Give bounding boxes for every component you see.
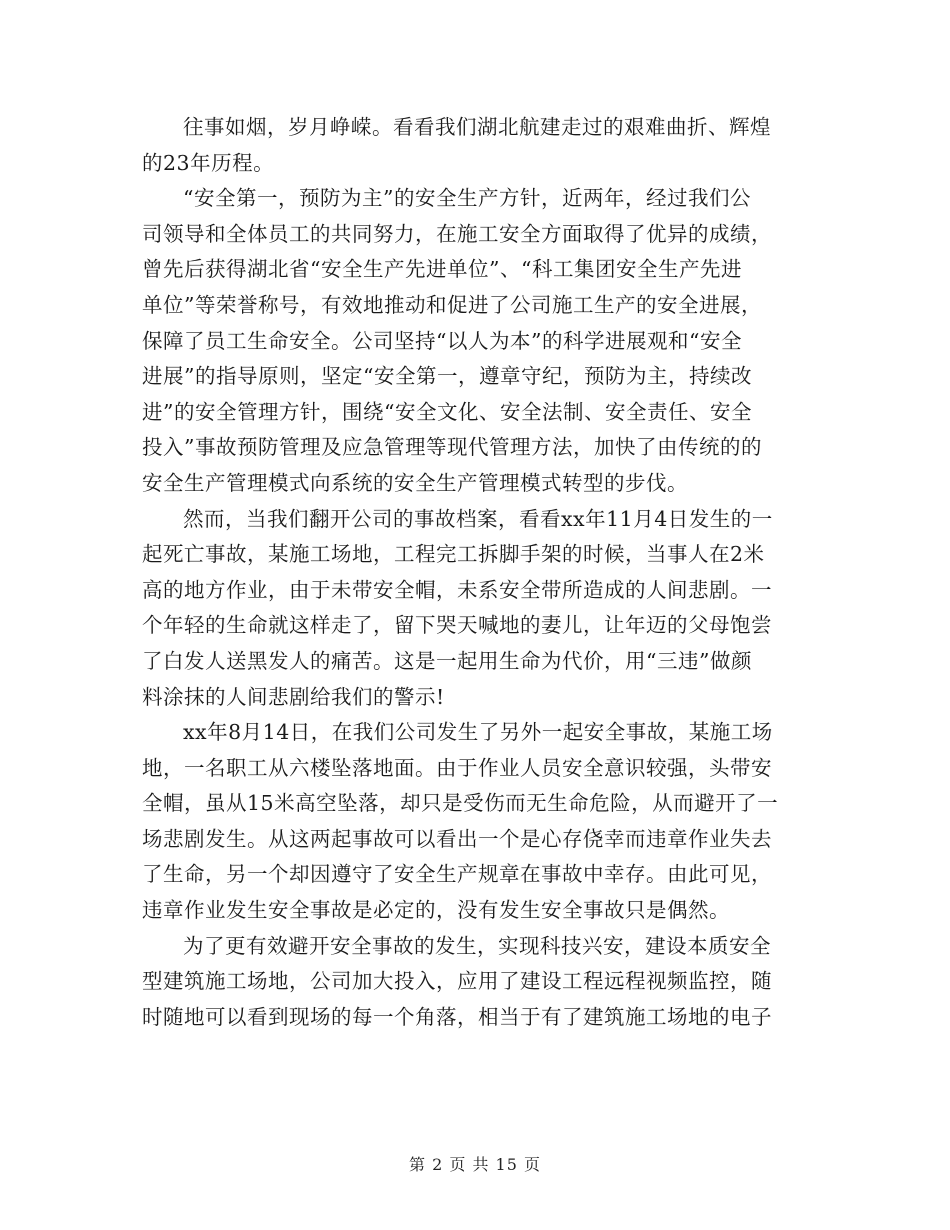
paragraph-3: [142, 502, 812, 716]
paragraph-line: 料涂抹的人间悲剧给我们的警示!: [142, 684, 445, 709]
paragraph-line: 个年轻的生命就这样走了，留下哭天喊地的妻儿，让年迈的父母饱尝: [142, 613, 772, 638]
paragraph-line: 曾先后获得湖北省“安全生产先进单位”、“科工集团安全生产先进: [142, 257, 742, 282]
paragraph-line: 进展”的指导原则，坚定“安全第一，遵章守纪，预防为主，持续改: [142, 364, 752, 389]
paragraph-line: 了白发人送黑发人的痛苦。这是一起用生命为代价，用“三违”做颜: [142, 648, 752, 673]
page-number-footer: 第 2 页 共 15 页: [409, 1155, 541, 1174]
paragraph-4: [142, 715, 812, 929]
paragraph-5: [142, 929, 812, 1036]
paragraph-line: “安全第一，预防为主”的安全生产方针，近两年，经过我们公: [183, 186, 751, 211]
paragraph-line: 投入”事故预防管理及应急管理等现代管理方法，加快了由传统的的: [142, 435, 762, 460]
paragraph-line: 进”的安全管理方针，围绕“安全文化、安全法制、安全责任、安全: [142, 399, 752, 424]
paragraph-line: 的23年历程。: [142, 150, 275, 175]
paragraph-line: 时随地可以看到现场的每一个角落，相当于有了建筑施工场地的电子: [142, 1004, 772, 1029]
paragraph-line: 场悲剧发生。从这两起事故可以看出一个是心存侥幸而违章作业失去: [142, 826, 772, 851]
paragraph-line: 违章作业发生安全事故是必定的，没有发生安全事故只是偶然。: [142, 898, 730, 923]
paragraph-line: 往事如烟，岁月峥嵘。看看我们湖北航建走过的艰难曲折、辉煌: [183, 115, 771, 139]
paragraph-line: 单位”等荣誉称号，有效地推动和促进了公司施工生产的安全进展，: [142, 292, 762, 317]
paragraph-line: 起死亡事故，某施工场地，工程完工拆脚手架的时候，当事人在2米: [142, 542, 765, 567]
paragraph-line: 保障了员工生命安全。公司坚持“以人为本”的科学进展观和“安全: [142, 328, 742, 353]
paragraph-line: 安全生产管理模式向系统的安全生产管理模式转型的步伐。: [142, 470, 688, 495]
paragraph-line: xx年8月14日，在我们公司发生了另外一起安全事故，某施工场: [183, 720, 773, 745]
paragraph-line: 全帽，虽从15米高空坠落，却只是受伤而无生命危险，从而避开了一: [142, 791, 779, 816]
paragraph-line: 型建筑施工场地，公司加大投入，应用了建设工程远程视频监控，随: [142, 969, 772, 994]
paragraph-2: [142, 181, 812, 501]
paragraph-line: 司领导和全体员工的共同努力，在施工安全方面取得了优异的成绩，: [142, 221, 772, 246]
paragraph-1: [142, 110, 812, 181]
paragraph-line: 了生命，另一个却因遵守了安全生产规章在事故中幸存。由此可见，: [142, 862, 772, 887]
paragraph-line: 为了更有效避开安全事故的发生，实现科技兴安，建设本质安全: [183, 933, 771, 958]
paragraph-line: 地，一名职工从六楼坠落地面。由于作业人员安全意识较强，头带安: [142, 755, 772, 780]
paragraph-line: 高的地方作业，由于未带安全帽，未系安全带所造成的人间悲剧。一: [142, 577, 772, 602]
paragraph-line: 然而，当我们翻开公司的事故档案，看看xx年11月4日发生的一: [183, 506, 773, 531]
document-body: [142, 110, 812, 1035]
